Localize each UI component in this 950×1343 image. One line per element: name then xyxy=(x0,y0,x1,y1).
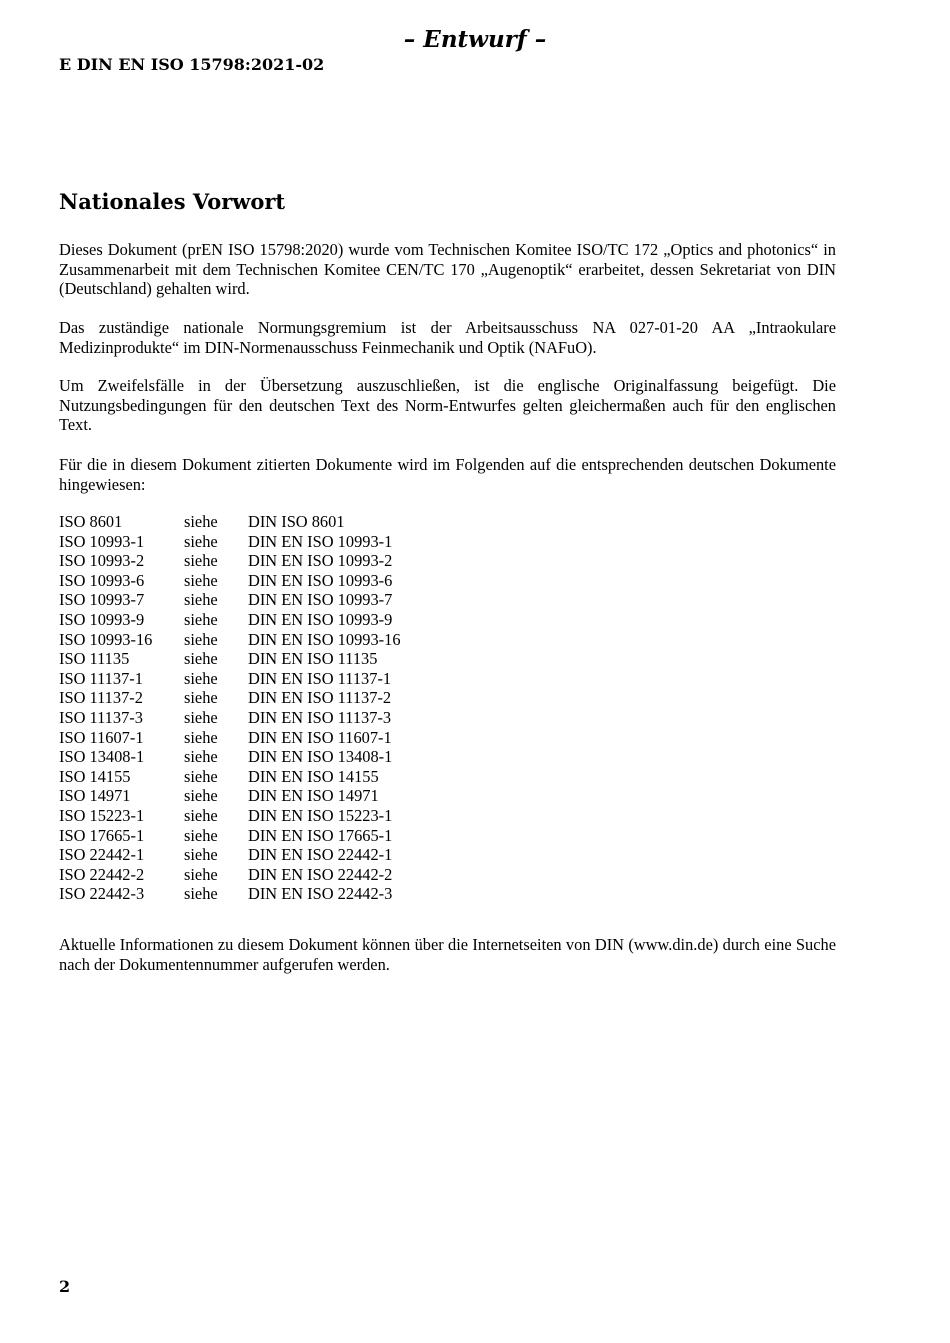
reference-row xyxy=(59,728,498,748)
reference-iso: ISO 10993-16 xyxy=(59,629,153,649)
reference-row xyxy=(59,688,498,708)
reference-row xyxy=(59,590,498,610)
reference-iso: ISO 10993-1 xyxy=(59,531,145,551)
paragraph-committee: Dieses Dokument (prEN ISO 15798:2020) wurde vom Technischen Komitee ISO/TC 172 „Optics and photonics“ in Zusammenarbeit mit dem Technischen Komitee CEN/TC 170 „Augenoptik“ erarbeitet, dessen Sekretariat von DIN (Deutschland) gehalten wird. xyxy=(59,240,836,299)
reference-iso: ISO 11135 xyxy=(59,649,130,669)
reference-din: DIN EN ISO 10993-16 xyxy=(248,629,401,649)
reference-iso: ISO 11137-3 xyxy=(59,707,143,727)
paragraph-national-body: Das zuständige nationale Normungsgremium ist der Arbeitsausschuss NA 027-01-20 AA „Intraokulare Medizinprodukte“ im DIN-Normenausschuss Feinmechanik und Optik (NAFuO). xyxy=(59,318,836,357)
reference-iso: ISO 8601 xyxy=(59,512,123,531)
reference-row xyxy=(59,826,498,846)
reference-see: siehe xyxy=(184,805,218,825)
reference-din: DIN EN ISO 10993-7 xyxy=(248,590,393,610)
reference-din: DIN EN ISO 15223-1 xyxy=(248,805,393,825)
reference-din: DIN ISO 8601 xyxy=(248,512,345,531)
reference-see: siehe xyxy=(184,766,218,786)
reference-din: DIN EN ISO 22442-1 xyxy=(248,845,393,865)
reference-row xyxy=(59,845,498,865)
reference-iso: ISO 10993-6 xyxy=(59,570,145,590)
reference-see: siehe xyxy=(184,884,218,904)
reference-din: DIN EN ISO 11137-1 xyxy=(248,668,392,688)
reference-row xyxy=(59,610,498,630)
reference-iso: ISO 22442-3 xyxy=(59,884,145,904)
reference-row xyxy=(59,669,498,689)
reference-see: siehe xyxy=(184,688,218,708)
reference-din: DIN EN ISO 10993-9 xyxy=(248,609,393,629)
reference-din: DIN EN ISO 22442-3 xyxy=(248,884,393,904)
reference-iso: ISO 11137-2 xyxy=(59,688,143,708)
reference-see: siehe xyxy=(184,629,218,649)
reference-row xyxy=(59,884,498,904)
reference-see: siehe xyxy=(184,845,218,865)
reference-see: siehe xyxy=(184,786,218,806)
reference-iso: ISO 14971 xyxy=(59,786,131,806)
page-number: 2 xyxy=(59,1277,71,1296)
document-id: E DIN EN ISO 15798:2021-02 xyxy=(59,55,325,74)
reference-iso: ISO 11137-1 xyxy=(59,668,143,688)
reference-iso: ISO 17665-1 xyxy=(59,825,145,845)
reference-row xyxy=(59,630,498,650)
reference-row xyxy=(59,865,498,885)
reference-see: siehe xyxy=(184,747,218,767)
reference-din: DIN EN ISO 14155 xyxy=(248,766,379,786)
reference-see: siehe xyxy=(184,668,218,688)
reference-row xyxy=(59,551,498,571)
reference-iso: ISO 22442-1 xyxy=(59,845,145,865)
reference-row xyxy=(59,747,498,767)
reference-see: siehe xyxy=(184,649,218,669)
reference-din: DIN EN ISO 11137-3 xyxy=(248,707,392,727)
reference-see: siehe xyxy=(184,864,218,884)
reference-din: DIN EN ISO 14971 xyxy=(248,786,379,806)
reference-row xyxy=(59,571,498,591)
reference-see: siehe xyxy=(184,609,218,629)
reference-iso: ISO 10993-7 xyxy=(59,590,145,610)
reference-din: DIN EN ISO 17665-1 xyxy=(248,825,393,845)
reference-din: DIN EN ISO 10993-1 xyxy=(248,531,393,551)
reference-din: DIN EN ISO 10993-2 xyxy=(248,551,393,571)
reference-see: siehe xyxy=(184,531,218,551)
draft-mark: – Entwurf – xyxy=(403,26,547,53)
reference-see: siehe xyxy=(184,727,218,747)
reference-din: DIN EN ISO 22442-2 xyxy=(248,864,393,884)
reference-row xyxy=(59,708,498,728)
reference-see: siehe xyxy=(184,570,218,590)
reference-iso: ISO 14155 xyxy=(59,766,131,786)
reference-table xyxy=(59,512,498,904)
reference-din: DIN EN ISO 11137-2 xyxy=(248,688,392,708)
reference-din: DIN EN ISO 10993-6 xyxy=(248,570,393,590)
reference-row xyxy=(59,786,498,806)
reference-iso: ISO 10993-9 xyxy=(59,609,145,629)
reference-iso: ISO 15223-1 xyxy=(59,805,145,825)
reference-din: DIN EN ISO 13408-1 xyxy=(248,747,393,767)
paragraph-references-intro: Für die in diesem Dokument zitierten Dokumente wird im Folgenden auf die entsprechenden deutschen Dokumente hingewiesen: xyxy=(59,455,836,494)
section-title: Nationales Vorwort xyxy=(59,189,286,214)
paragraph-translation: Um Zweifelsfälle in der Übersetzung auszuschließen, ist die englische Originalfassung beigefügt. Die Nutzungsbedingungen für den deutschen Text des Norm-Entwurfes gelten gleichermaßen auch für den englischen Text. xyxy=(59,376,836,435)
reference-see: siehe xyxy=(184,590,218,610)
reference-see: siehe xyxy=(184,707,218,727)
reference-row xyxy=(59,767,498,787)
reference-see: siehe xyxy=(184,512,218,531)
reference-see: siehe xyxy=(184,825,218,845)
reference-din: DIN EN ISO 11135 xyxy=(248,649,378,669)
reference-row xyxy=(59,649,498,669)
reference-row xyxy=(59,532,498,552)
reference-row xyxy=(59,512,498,532)
reference-iso: ISO 11607-1 xyxy=(59,727,144,747)
reference-row xyxy=(59,806,498,826)
reference-see: siehe xyxy=(184,551,218,571)
reference-iso: ISO 22442-2 xyxy=(59,864,145,884)
reference-din: DIN EN ISO 11607-1 xyxy=(248,727,392,747)
reference-iso: ISO 13408-1 xyxy=(59,747,145,767)
reference-iso: ISO 10993-2 xyxy=(59,551,145,571)
paragraph-current-info: Aktuelle Informationen zu diesem Dokument können über die Internetseiten von DIN (www.din.de) durch eine Suche nach der Dokumentennummer aufgerufen werden. xyxy=(59,935,836,974)
